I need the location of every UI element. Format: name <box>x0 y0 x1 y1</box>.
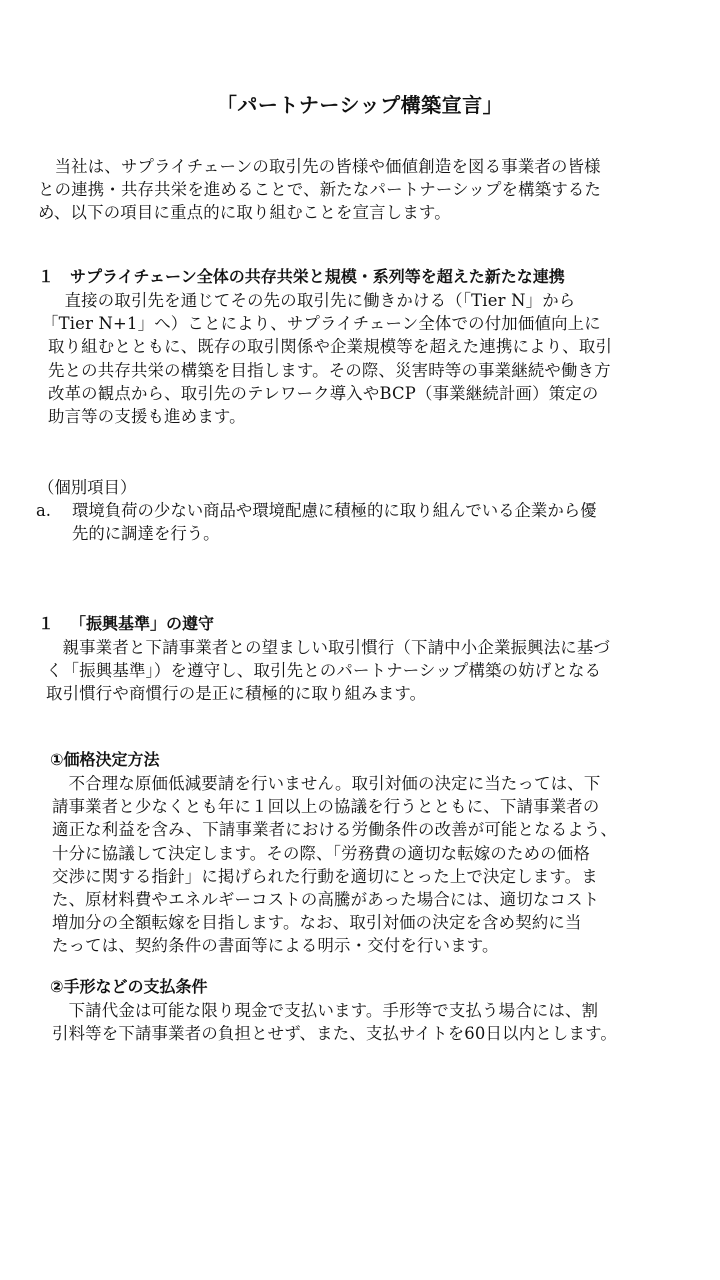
price-line: たっては、契約条件の書面等による明示・交付を行います。 <box>52 936 499 956</box>
intro-line: との連携・共存共栄を進めることで、新たなパートナーシップを構築するた <box>38 180 602 200</box>
section2-body <box>46 636 610 706</box>
section1-heading <box>38 266 565 288</box>
price-line: 不合理な原価低減要請を行いません。取引対価の決定に当たっては、下 <box>52 774 601 793</box>
intro-line: め、以下の項目に重点的に取り組むことを宣言します。 <box>38 203 451 223</box>
item-marker: a. <box>36 501 51 520</box>
intro-paragraph <box>38 155 601 225</box>
section1-body <box>42 289 613 428</box>
price-line: 増加分の全額転嫁を目指します。なお、取引対価の決定を含め契約に当 <box>52 913 582 933</box>
page-title: 「パートナーシップ構築宣言」 <box>216 93 504 117</box>
section2-line: く「振興基準」）を遵守し、取引先とのパートナーシップ構築の妨げとなる <box>46 661 602 681</box>
price-line: 十分に協議して決定します。その際、「労務費の適切な転嫁のための価格 <box>52 843 590 863</box>
price-body <box>52 772 617 958</box>
payment-body <box>52 999 617 1045</box>
price-line: 交渉に関する指針」に掲げられた行動を適切にとった上で決定します。ま <box>52 866 598 886</box>
section1-line: 直接の取引先を通じてその先の取引先に働きかける（「Tier N」から <box>48 291 576 310</box>
intro-line: 当社は、サプライチェーンの取引先の皆様や価値創造を図る事業者の皆様 <box>38 157 601 176</box>
section2-line: 取引慣行や商慣行の是正に積極的に取り組みます。 <box>46 684 427 704</box>
price-line: 適正な利益を含み、下請事業者における労働条件の改善が可能となるよう、 <box>52 820 618 840</box>
section1-line: 取り組むとともに、既存の取引関係や企業規模等を超えた連携により、取引 <box>48 337 613 357</box>
section1-heading-text: サプライチェーン全体の共存共栄と規模・系列等を超えた新たな連携 <box>70 267 565 286</box>
price-line: 請事業者と少なくとも年に１回以上の協議を行うとともに、下請事業者の <box>52 797 600 817</box>
section2-heading <box>38 613 214 635</box>
section1-number: １ <box>38 267 55 286</box>
section1-line: 先との共存共栄の構築を目指します。その際、災害時等の事業継続や働き方 <box>48 360 611 380</box>
section2-number: １ <box>38 614 55 633</box>
payment-heading: ②手形などの支払条件 <box>50 977 208 996</box>
section2-line: 親事業者と下請事業者との望ましい取引慣行（下請中小企業振興法に基づ <box>46 638 611 657</box>
payment-line: 下請代金は可能な限り現金で支払います。手形等で支払う場合には、割 <box>52 1001 599 1020</box>
section1-line: 助言等の支援も進めます。 <box>48 407 246 427</box>
section1-line: 「Tier N+1」へ）ことにより、サプライチェーン全体での付加価値向上に <box>42 314 601 334</box>
section2-heading-text: 「振興基準」の遵守 <box>70 614 215 633</box>
section1-line: 改革の観点から、取引先のテレワーク導入やBCP（事業継続計画）策定の <box>48 383 599 403</box>
price-line: た、原材料費やエネルギーコストの高騰があった場合には、適切なコスト <box>52 890 600 910</box>
item-line: 先的に調達を行う。 <box>72 524 220 544</box>
price-heading: ①価格決定方法 <box>50 750 160 769</box>
individual-item <box>36 499 706 545</box>
payment-line: 引料等を下請事業者の負担とせず、また、支払サイトを60日以内とします。 <box>52 1024 617 1044</box>
item-line: 環境負荷の少ない商品や環境配慮に積極的に取り組んでいる企業から優 <box>72 501 597 520</box>
individual-items-label: （個別項目） <box>38 478 137 497</box>
